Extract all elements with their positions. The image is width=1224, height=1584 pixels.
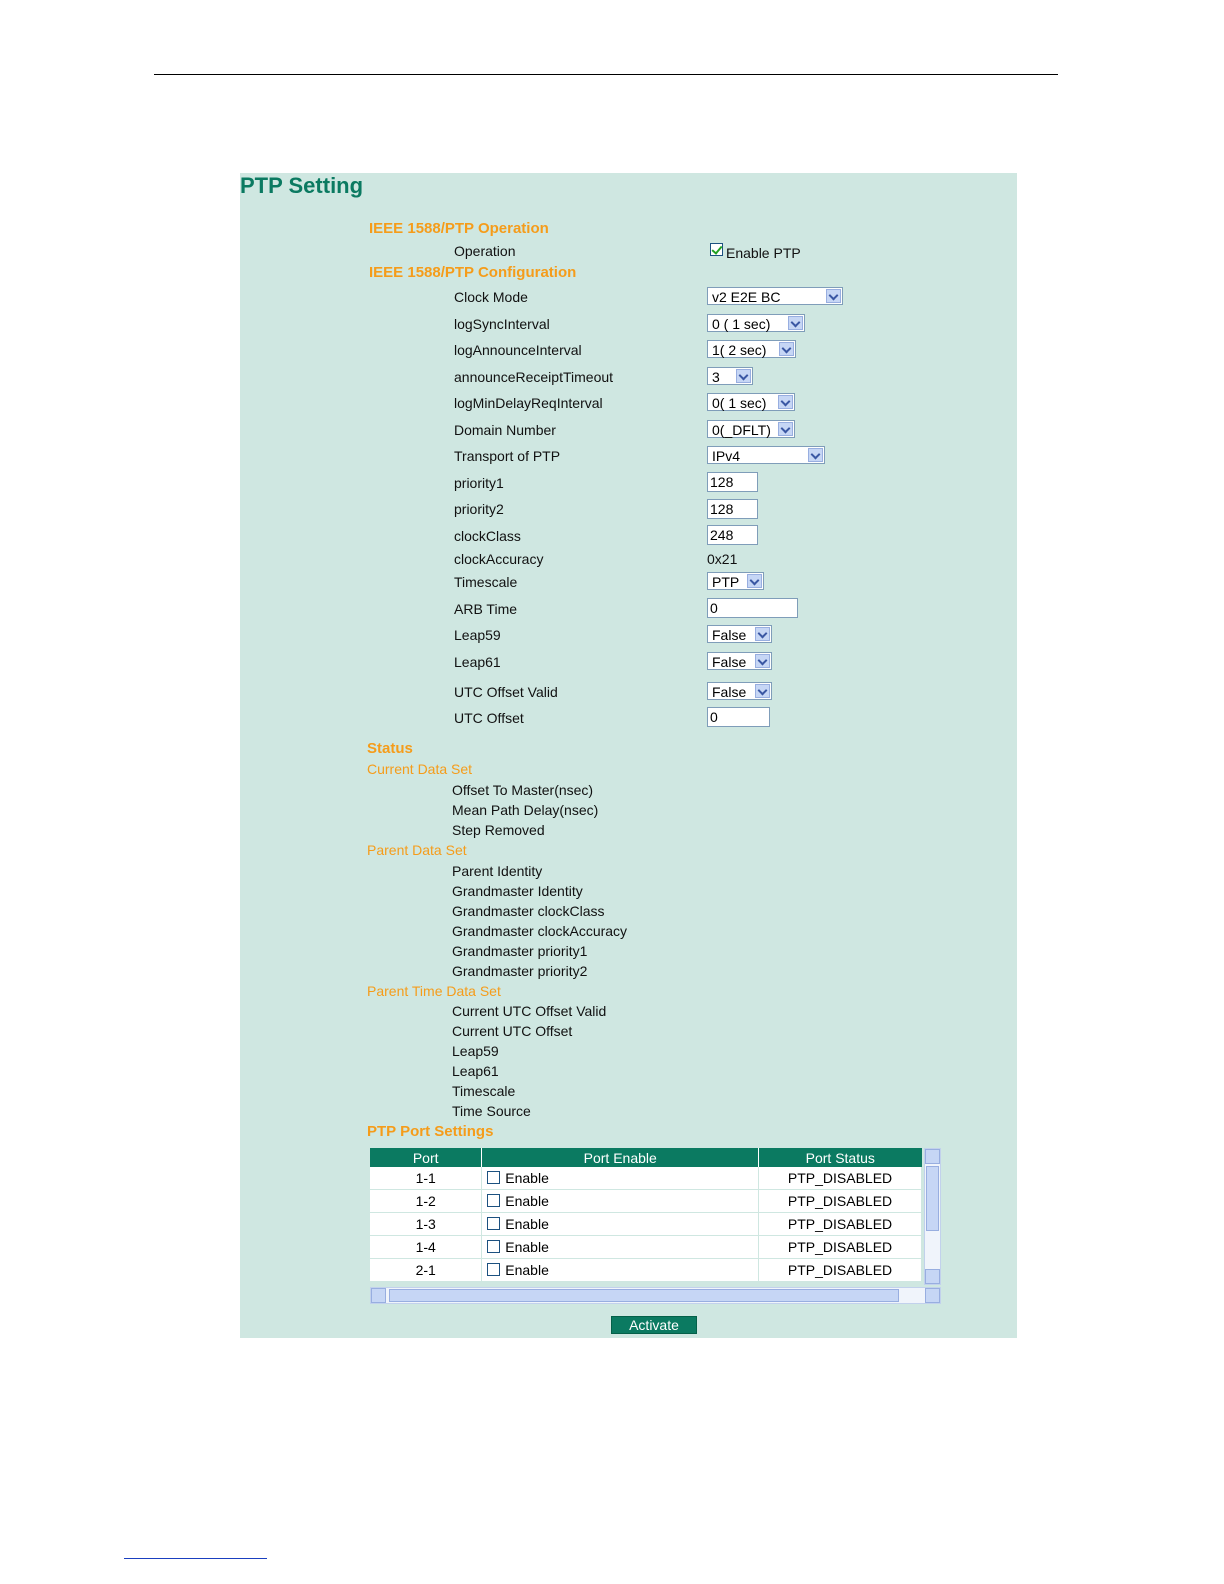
priority1-input[interactable]: 128	[707, 472, 758, 492]
scroll-down-icon[interactable]	[925, 1269, 940, 1284]
configuration-heading: IEEE 1588/PTP Configuration	[369, 264, 577, 281]
horizontal-scrollbar[interactable]	[370, 1287, 941, 1304]
timescale-value: PTP	[712, 574, 740, 590]
log-min-delay-req-interval-label: logMinDelayReqInterval	[454, 395, 603, 411]
port-settings-heading: PTP Port Settings	[367, 1123, 494, 1140]
current-data-set-item: Offset To Master(nsec)	[452, 782, 594, 798]
chevron-down-icon	[755, 684, 770, 698]
log-min-delay-req-interval-value: 0( 1 sec)	[712, 395, 767, 411]
parent-time-data-set-item: Current UTC Offset Valid	[452, 1003, 607, 1019]
operation-label: Operation	[454, 243, 516, 259]
page-title: PTP Setting	[240, 173, 364, 198]
column-header-port-enable: Port Enable	[482, 1148, 759, 1167]
priority1-label: priority1	[454, 475, 504, 491]
transport-value: IPv4	[712, 448, 741, 464]
table-row	[370, 1190, 922, 1213]
port-enable-cell	[482, 1236, 759, 1259]
port-enable-cell	[482, 1167, 759, 1190]
parent-data-set-item: Grandmaster priority1	[452, 943, 588, 959]
parent-data-set-item: Parent Identity	[452, 863, 543, 879]
port-enable-label: Enable	[505, 1193, 549, 1209]
parent-data-set-item: Grandmaster clockAccuracy	[452, 923, 628, 939]
enable-ptp-checkbox[interactable]	[710, 243, 723, 256]
announce-receipt-timeout-value: 3	[712, 369, 720, 385]
port-enable-checkbox[interactable]	[487, 1240, 500, 1253]
ptp-setting-panel	[240, 173, 1017, 1338]
column-header-port-status: Port Status	[759, 1148, 922, 1167]
leap61-label: Leap61	[454, 654, 501, 670]
scroll-right-icon[interactable]	[925, 1288, 940, 1303]
utc-offset-valid-select[interactable]	[707, 682, 772, 700]
port-enable-label: Enable	[505, 1262, 549, 1278]
chevron-down-icon	[788, 316, 803, 330]
enable-ptp-label: Enable PTP	[726, 245, 801, 261]
port-enable-checkbox[interactable]	[487, 1217, 500, 1230]
table-header-row	[370, 1148, 922, 1167]
chevron-down-icon	[808, 448, 823, 462]
arb-time-input[interactable]: 0	[707, 598, 798, 618]
current-data-set-item: Mean Path Delay(nsec)	[452, 802, 599, 818]
log-sync-interval-select[interactable]	[707, 314, 805, 332]
scroll-left-icon[interactable]	[371, 1288, 386, 1303]
footer-link-rule	[124, 1558, 267, 1559]
port-status-cell: PTP_DISABLED	[759, 1259, 922, 1282]
chevron-down-icon	[736, 369, 751, 383]
table-row	[370, 1213, 922, 1236]
domain-number-value: 0(_DFLT)	[712, 422, 771, 438]
clock-accuracy-value: 0x21	[707, 551, 738, 567]
log-sync-interval-label: logSyncInterval	[454, 316, 550, 332]
domain-number-label: Domain Number	[454, 422, 556, 438]
chevron-down-icon	[778, 395, 793, 409]
leap61-value: False	[712, 654, 747, 670]
timescale-select[interactable]	[707, 572, 764, 590]
parent-data-set-item: Grandmaster priority2	[452, 963, 588, 979]
log-announce-interval-label: logAnnounceInterval	[454, 342, 582, 358]
timescale-label: Timescale	[454, 574, 518, 590]
log-min-delay-req-interval-select[interactable]	[707, 393, 795, 411]
leap59-value: False	[712, 627, 747, 643]
column-header-port: Port	[370, 1148, 482, 1167]
vertical-scrollbar[interactable]	[924, 1148, 941, 1285]
port-cell: 1-4	[370, 1236, 482, 1259]
status-heading: Status	[367, 740, 413, 757]
port-status-cell: PTP_DISABLED	[759, 1167, 922, 1190]
log-sync-interval-value: 0 ( 1 sec)	[712, 316, 771, 332]
log-announce-interval-select[interactable]	[707, 340, 796, 358]
port-cell: 1-3	[370, 1213, 482, 1236]
chevron-down-icon	[755, 654, 770, 668]
current-data-set-item: Step Removed	[452, 822, 545, 838]
port-cell: 1-1	[370, 1167, 482, 1190]
leap61-select[interactable]	[707, 652, 772, 670]
parent-time-data-set-item: Time Source	[452, 1103, 531, 1119]
chevron-down-icon	[778, 422, 793, 436]
port-enable-cell	[482, 1213, 759, 1236]
announce-receipt-timeout-select[interactable]	[707, 367, 753, 385]
chevron-down-icon	[826, 289, 841, 303]
leap59-label: Leap59	[454, 627, 501, 643]
utc-offset-label: UTC Offset	[454, 710, 524, 726]
table-row	[370, 1167, 922, 1190]
scroll-up-icon[interactable]	[925, 1149, 940, 1164]
clock-class-input[interactable]: 248	[707, 525, 758, 545]
clock-accuracy-label: clockAccuracy	[454, 551, 544, 567]
announce-receipt-timeout-label: announceReceiptTimeout	[454, 369, 614, 385]
port-status-cell: PTP_DISABLED	[759, 1236, 922, 1259]
port-enable-label: Enable	[505, 1170, 549, 1186]
port-enable-cell	[482, 1190, 759, 1213]
port-status-cell: PTP_DISABLED	[759, 1213, 922, 1236]
port-enable-checkbox[interactable]	[487, 1194, 500, 1207]
log-announce-interval-value: 1( 2 sec)	[712, 342, 767, 358]
port-enable-checkbox[interactable]	[487, 1263, 500, 1276]
horizontal-scroll-thumb[interactable]	[389, 1289, 899, 1302]
top-rule	[154, 74, 1058, 75]
port-enable-label: Enable	[505, 1216, 549, 1232]
parent-time-data-set-item: Leap59	[452, 1043, 499, 1059]
parent-data-set-item: Grandmaster Identity	[452, 883, 583, 899]
parent-time-data-set-item: Current UTC Offset	[452, 1023, 573, 1039]
port-settings-table	[370, 1148, 922, 1282]
port-enable-cell	[482, 1259, 759, 1282]
clock-mode-label: Clock Mode	[454, 289, 528, 305]
utc-offset-valid-label: UTC Offset Valid	[454, 684, 558, 700]
leap59-select[interactable]	[707, 625, 772, 643]
operation-heading: IEEE 1588/PTP Operation	[369, 220, 549, 237]
parent-time-data-set-item: Timescale	[452, 1083, 516, 1099]
transport-label: Transport of PTP	[454, 448, 561, 464]
clock-mode-select[interactable]	[707, 287, 843, 305]
port-cell: 1-2	[370, 1190, 482, 1213]
domain-number-select[interactable]	[707, 420, 795, 438]
chevron-down-icon	[779, 342, 794, 356]
parent-time-data-set-item: Leap61	[452, 1063, 499, 1079]
priority2-input[interactable]: 128	[707, 499, 758, 519]
utc-offset-input[interactable]: 0	[707, 707, 770, 727]
vertical-scroll-thumb[interactable]	[926, 1166, 939, 1231]
table-row	[370, 1236, 922, 1259]
arb-time-label: ARB Time	[454, 601, 518, 617]
clock-mode-value: v2 E2E BC	[712, 289, 781, 305]
table-row	[370, 1259, 922, 1282]
parent-time-data-set-heading: Parent Time Data Set	[367, 983, 501, 999]
port-enable-checkbox[interactable]	[487, 1171, 500, 1184]
transport-select[interactable]	[707, 446, 825, 464]
priority2-label: priority2	[454, 501, 504, 517]
chevron-down-icon	[755, 627, 770, 641]
port-status-cell: PTP_DISABLED	[759, 1190, 922, 1213]
clock-class-label: clockClass	[454, 528, 521, 544]
parent-data-set-heading: Parent Data Set	[367, 842, 467, 858]
port-enable-label: Enable	[505, 1239, 549, 1255]
current-data-set-heading: Current Data Set	[367, 761, 473, 777]
port-cell: 2-1	[370, 1259, 482, 1282]
chevron-down-icon	[747, 574, 762, 588]
utc-offset-valid-value: False	[712, 684, 747, 700]
activate-button[interactable]: Activate	[611, 1316, 697, 1334]
parent-data-set-item: Grandmaster clockClass	[452, 903, 605, 919]
